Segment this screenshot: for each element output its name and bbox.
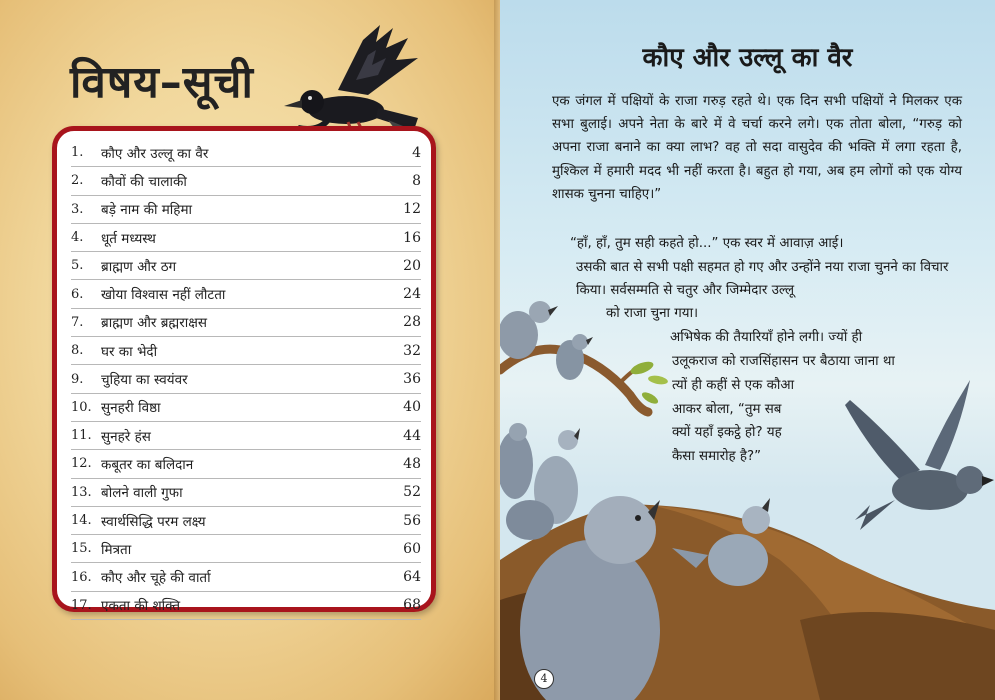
toc-item[interactable] — [71, 252, 421, 280]
story-line-10: कैसा समारोह है?” — [672, 449, 762, 464]
toc-item-title: स्वार्थसिद्धि परम लक्ष्य — [101, 513, 206, 530]
toc-item-title: मित्रता — [101, 541, 132, 558]
toc-item-title: सुनहरे हंस — [101, 428, 151, 445]
toc-item[interactable] — [71, 563, 421, 591]
toc-item-page: 56 — [403, 512, 421, 529]
pigeon-illustration-icon — [500, 301, 593, 380]
toc-item-page: 44 — [403, 427, 421, 444]
toc-item-page: 20 — [403, 257, 421, 274]
toc-item-title: चुहिया का स्वयंवर — [101, 372, 188, 389]
toc-item-number: 1. — [71, 145, 84, 161]
toc-panel — [52, 126, 436, 615]
toc-item-title: कौवों की चालाकी — [101, 173, 187, 190]
toc-item-number: 6. — [71, 286, 84, 302]
toc-item-page: 8 — [412, 172, 421, 189]
story-paragraph-2: “हाँ, हाँ, तुम सही कहते हो...” एक स्वर में आवाज़ आई। — [570, 236, 844, 251]
toc-item-page: 32 — [403, 342, 421, 359]
story-paragraph-1: एक जंगल में पक्षियों के राजा गरुड़ रहते थे। एक दिन सभी पक्षियों ने मिलकर एक सभा बुलाई। अपने नेता के बारे में वे चर्चा करने लगे। एक तोता बोला, “गरुड़ को अपना राजा बनाने का क्या लाभ? वह तो सदा वासुदेव की भक्ति में लगा रहता है, मुश्किल में हमारी मदद भी नहीं करता है। बहुत हो गया, अब हम लोगों को एक योग्य शासक चुनना चाहिए।” — [552, 94, 962, 202]
toc-item-number: 5. — [71, 258, 84, 274]
toc-item-title: बड़े नाम की महिमा — [101, 202, 193, 219]
toc-item[interactable] — [71, 479, 421, 507]
story-paragraph-3: उसकी बात से सभी पक्षी सहमत हो गए और उन्होंने नया राजा चुनने का विचार किया। सर्वसम्मति से चतुर और जिम्मेदार उल्लू — [576, 260, 949, 299]
toc-item-title: कौए और उल्लू का वैर — [101, 145, 209, 162]
toc-item-title: खोया विश्वास नहीं लौटता — [101, 287, 226, 304]
toc-item[interactable] — [71, 337, 421, 365]
toc-item-page: 12 — [403, 201, 421, 218]
toc-item-page: 60 — [403, 540, 421, 557]
toc-item-number: 7. — [71, 314, 84, 330]
toc-item[interactable] — [71, 535, 421, 563]
toc-item-title: कौए और चूहे की वार्ता — [101, 570, 211, 587]
toc-item-number: 11. — [71, 428, 92, 444]
toc-item-title: सुनहरी विष्ठा — [101, 400, 161, 417]
toc-item-number: 13. — [71, 484, 92, 500]
toc-item-number: 10. — [71, 399, 92, 415]
story-page — [500, 0, 995, 700]
toc-item-number: 8. — [71, 343, 84, 359]
toc-item-page: 24 — [403, 286, 421, 303]
toc-item-page: 28 — [403, 314, 421, 331]
toc-item-number: 16. — [71, 569, 92, 585]
toc-item-title: कबूतर का बलिदान — [101, 456, 194, 473]
toc-item-page: 36 — [403, 371, 421, 388]
toc-item-title: एकता की शक्ति — [101, 598, 181, 615]
story-line-6: उलूकराज को राजसिंहासन पर बैठाया जाना था — [672, 354, 895, 369]
toc-item-number: 17. — [71, 597, 92, 613]
toc-item-title: ब्राह्मण और ठग — [101, 258, 177, 275]
toc-item-title: घर का भेदी — [101, 343, 158, 360]
toc-item-page: 40 — [403, 399, 421, 416]
toc-item[interactable] — [71, 167, 421, 195]
story-line-4: को राजा चुना गया। — [606, 306, 699, 321]
toc-item[interactable] — [71, 394, 421, 422]
toc-item-number: 4. — [71, 230, 84, 246]
toc-item-number: 2. — [71, 173, 84, 189]
toc-item[interactable] — [71, 450, 421, 478]
toc-item[interactable] — [71, 592, 421, 620]
toc-item[interactable] — [71, 507, 421, 535]
toc-item[interactable] — [71, 139, 421, 167]
story-title: कौए और उल्लू का वैर — [642, 43, 853, 73]
toc-item-number: 9. — [71, 371, 84, 387]
story-line-8: आकर बोला, “तुम सब — [672, 402, 782, 417]
toc-item-title: धूर्त मध्यस्थ — [101, 230, 156, 247]
toc-item-title: बोलने वाली गुफा — [101, 485, 183, 502]
flying-crow-illustration-icon — [845, 380, 994, 530]
story-line-5: अभिषेक की तैयारियाँ होने लगी। ज्यों ही — [670, 330, 863, 345]
toc-item[interactable] — [71, 224, 421, 252]
toc-item[interactable] — [71, 422, 421, 450]
toc-item-page: 48 — [403, 455, 421, 472]
toc-item-title: ब्राह्मण और ब्रह्मराक्षस — [101, 315, 208, 332]
story-line-7: त्यों ही कहीं से एक कौआ — [672, 378, 795, 393]
story-line-9: क्यों यहाँ इकट्ठे हो? यह — [672, 425, 782, 440]
toc-item-number: 12. — [71, 456, 92, 472]
toc-item-page: 64 — [403, 569, 421, 586]
toc-item[interactable] — [71, 309, 421, 337]
toc-item-page: 52 — [403, 484, 421, 501]
toc-heading: विषय–सूची — [70, 57, 254, 108]
toc-item[interactable] — [71, 365, 421, 393]
toc-item-number: 14. — [71, 513, 92, 528]
toc-item-page: 4 — [412, 144, 421, 161]
toc-item[interactable] — [71, 196, 421, 224]
toc-list — [71, 139, 421, 620]
crow-illustration-icon — [268, 20, 428, 140]
toc-item[interactable] — [71, 280, 421, 308]
page-number: 4 — [534, 669, 554, 689]
toc-item-number: 15. — [71, 541, 92, 557]
toc-item-page: 68 — [403, 597, 421, 614]
toc-item-page: 16 — [403, 229, 421, 246]
toc-item-number: 3. — [71, 201, 84, 217]
